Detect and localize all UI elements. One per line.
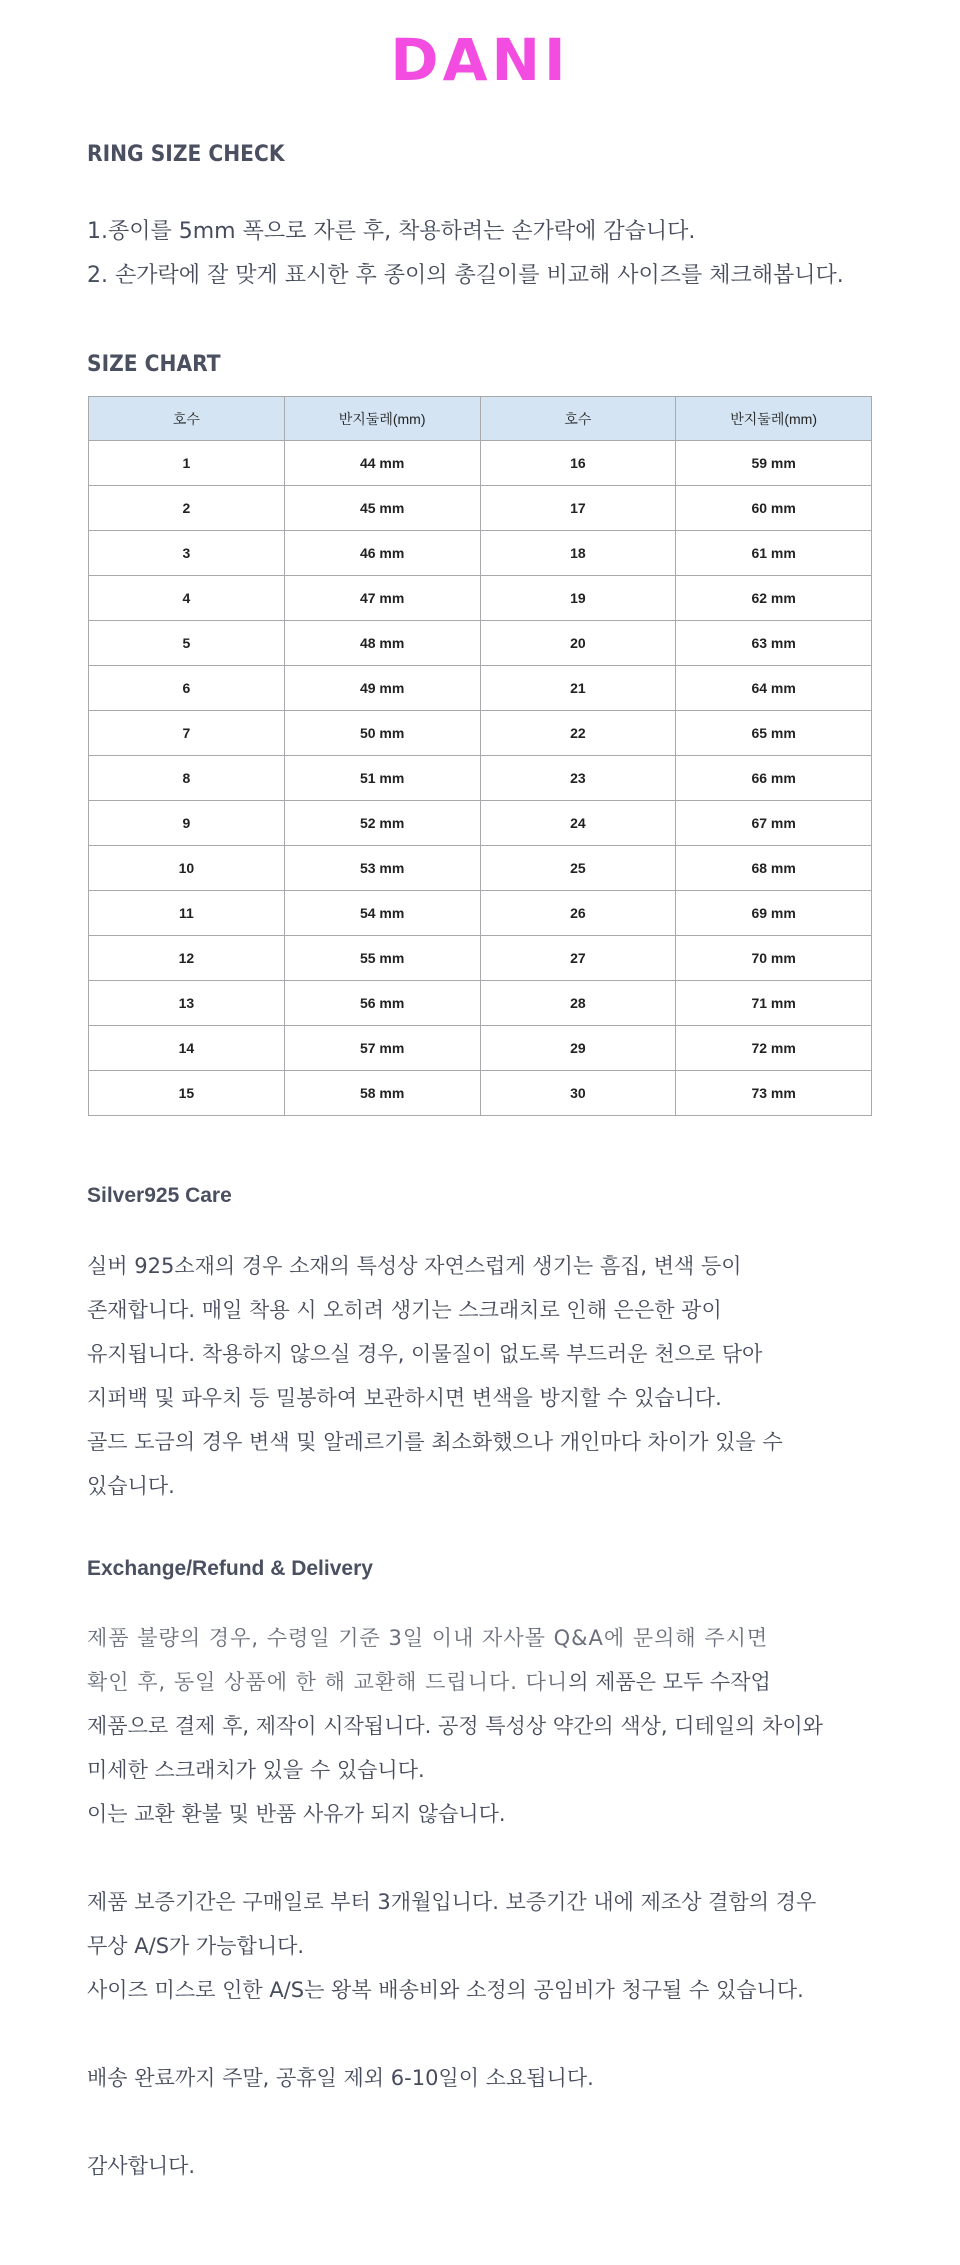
ring-size-check-heading: RING SIZE CHECK [87,142,285,167]
care-line: 유지됩니다. 착용하지 않으실 경우, 이물질이 없도록 부드러운 천으로 닦아 [87,1342,763,1366]
size-cell: 2 [89,486,285,531]
mm-cell: 71 mm [676,981,872,1026]
exchange-line: 미세한 스크래치가 있을 수 있습니다. [87,1758,425,1782]
care-line: 있습니다. [87,1474,175,1498]
size-cell: 30 [480,1071,676,1116]
mm-cell: 67 mm [676,801,872,846]
header-circumference: 반지둘레(mm) [284,397,480,441]
exchange-line [87,1660,927,1704]
mm-cell: 49 mm [284,666,480,711]
table-row [89,666,872,711]
table-row [89,441,872,486]
exchange-paragraph [87,1616,927,1836]
exchange-line: 제품 불량의 경우, 수령일 기준 3일 이내 자사몰 Q&A에 문의해 주시면 [87,1626,769,1650]
mm-cell: 61 mm [676,531,872,576]
size-cell: 25 [480,846,676,891]
table-row [89,846,872,891]
mm-cell: 57 mm [284,1026,480,1071]
mm-cell: 62 mm [676,576,872,621]
size-cell: 4 [89,576,285,621]
table-row [89,486,872,531]
mm-cell: 44 mm [284,441,480,486]
size-cell: 21 [480,666,676,711]
size-cell: 8 [89,756,285,801]
mm-cell: 50 mm [284,711,480,756]
care-line: 실버 925소재의 경우 소재의 특성상 자연스럽게 생기는 흠집, 변색 등이 [87,1254,742,1278]
header-size-number: 호수 [480,397,676,441]
thanks-text: 감사합니다. [87,2154,196,2178]
instruction-step-1: 1.종이를 5mm 폭으로 자른 후, 착용하려는 손가락에 감습니다. [87,219,696,244]
delivery-text: 배송 완료까지 주말, 공휴일 제외 6-10일이 소요됩니다. [87,2066,594,2090]
care-heading: Silver925 Care [87,1184,232,1207]
size-cell: 22 [480,711,676,756]
warranty-line: 무상 A/S가 가능합니다. [87,1934,305,1958]
mm-cell: 60 mm [676,486,872,531]
warranty-paragraph [87,1880,927,2012]
size-cell: 19 [480,576,676,621]
mm-cell: 73 mm [676,1071,872,1116]
mm-cell: 56 mm [284,981,480,1026]
care-line: 존재합니다. 매일 착용 시 오히려 생기는 스크래치로 인해 은은한 광이 [87,1298,722,1322]
mm-cell: 58 mm [284,1071,480,1116]
mm-cell: 69 mm [676,891,872,936]
size-cell: 17 [480,486,676,531]
size-chart-heading: SIZE CHART [87,352,221,377]
size-cell: 3 [89,531,285,576]
size-cell: 20 [480,621,676,666]
size-cell: 23 [480,756,676,801]
size-cell: 1 [89,441,285,486]
exchange-line-light: 확인 후, 동일 상품에 한 해 교환해 드립니다. 다니 [87,1670,569,1694]
mm-cell: 48 mm [284,621,480,666]
size-chart-table [88,396,872,1116]
size-cell: 16 [480,441,676,486]
mm-cell: 64 mm [676,666,872,711]
size-cell: 12 [89,936,285,981]
size-cell: 11 [89,891,285,936]
mm-cell: 70 mm [676,936,872,981]
mm-cell: 55 mm [284,936,480,981]
size-chart-body [89,441,872,1116]
ring-size-instructions [87,210,907,298]
size-cell: 26 [480,891,676,936]
size-cell: 9 [89,801,285,846]
header-size-number: 호수 [89,397,285,441]
size-cell: 18 [480,531,676,576]
size-cell: 15 [89,1071,285,1116]
mm-cell: 66 mm [676,756,872,801]
size-cell: 13 [89,981,285,1026]
mm-cell: 46 mm [284,531,480,576]
mm-cell: 51 mm [284,756,480,801]
mm-cell: 65 mm [676,711,872,756]
table-row [89,576,872,621]
mm-cell: 47 mm [284,576,480,621]
mm-cell: 59 mm [676,441,872,486]
size-cell: 7 [89,711,285,756]
exchange-line: 이는 교환 환불 및 반품 사유가 되지 않습니다. [87,1802,506,1826]
warranty-line: 제품 보증기간은 구매일로 부터 3개월입니다. 보증기간 내에 제조상 결함의 경우 [87,1890,817,1914]
size-cell: 29 [480,1026,676,1071]
table-row [89,891,872,936]
table-row [89,1026,872,1071]
size-cell: 28 [480,981,676,1026]
table-row [89,801,872,846]
exchange-line: 제품으로 결제 후, 제작이 시작됩니다. 공정 특성상 약간의 색상, 디테일의 차이와 [87,1714,823,1738]
table-row [89,756,872,801]
instruction-step-2: 2. 손가락에 잘 맞게 표시한 후 종이의 총길이를 비교해 사이즈를 체크해봅니다. [87,263,844,288]
table-row [89,531,872,576]
size-cell: 6 [89,666,285,711]
size-cell: 14 [89,1026,285,1071]
warranty-line: 사이즈 미스로 인한 A/S는 왕복 배송비와 소정의 공임비가 청구될 수 있습니다. [87,1978,804,2002]
mm-cell: 72 mm [676,1026,872,1071]
table-row [89,621,872,666]
brand-logo: DANI [390,26,570,94]
care-line: 지퍼백 및 파우치 등 밀봉하여 보관하시면 변색을 방지할 수 있습니다. [87,1386,722,1410]
mm-cell: 63 mm [676,621,872,666]
care-paragraph [87,1244,907,1508]
care-line: 골드 도금의 경우 변색 및 알레르기를 최소화했으나 개인마다 차이가 있을 수 [87,1430,783,1454]
exchange-heading: Exchange/Refund & Delivery [87,1557,373,1580]
size-cell: 5 [89,621,285,666]
table-row [89,1071,872,1116]
table-row [89,711,872,756]
header-circumference: 반지둘레(mm) [676,397,872,441]
exchange-line-rest: 의 제품은 모두 수작업 [568,1670,771,1694]
table-row [89,936,872,981]
table-row [89,981,872,1026]
size-cell: 27 [480,936,676,981]
mm-cell: 53 mm [284,846,480,891]
mm-cell: 45 mm [284,486,480,531]
table-header-row [89,397,872,441]
mm-cell: 68 mm [676,846,872,891]
size-cell: 24 [480,801,676,846]
mm-cell: 54 mm [284,891,480,936]
mm-cell: 52 mm [284,801,480,846]
size-cell: 10 [89,846,285,891]
